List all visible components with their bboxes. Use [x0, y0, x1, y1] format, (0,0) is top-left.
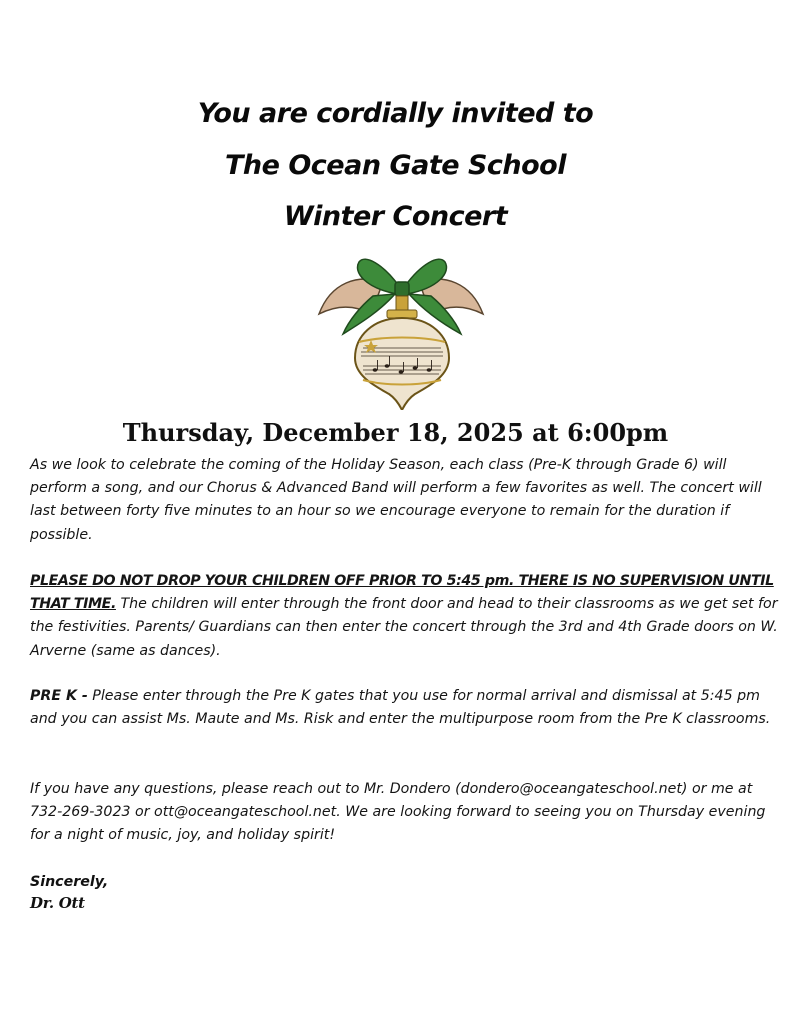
event-date: Thursday, December 18, 2025 at 6:00pm — [122, 418, 669, 447]
paragraph-dropoff — [30, 570, 782, 663]
supervision-warning: PLEASE DO NOT DROP YOUR CHILDREN OFF PRIOR TO 5:45 pm. THERE IS NO SUPERVISION UNTIL THAT TIME. — [30, 573, 774, 613]
prek-label: PRE K - — [30, 688, 88, 704]
invitation-heading-line1: You are cordially invited to — [197, 98, 594, 129]
paragraph-contact: If you have any questions, please reach out to Mr. Dondero (dondero@oceangateschool.net) or me at 732-269-3023 or ott@oceangateschool.net. We are looking forward to seeing you on Thursday evening for a night of music, joy, and holiday spirit! — [30, 781, 766, 844]
paragraph-intro: As we look to celebrate the coming of the Holiday Season, each class (Pre-K through Grade 6) will perform a song, and our Chorus & Advanced Band will perform a few favorites as well. The concert will last between forty five minutes to an hour so we encourage everyone to remain for the duration if possible. — [30, 457, 762, 543]
paragraph-prek — [30, 685, 782, 731]
invitation-heading-event: Winter Concert — [283, 201, 508, 232]
signature: Dr. Ott — [30, 894, 85, 912]
prek-details: Please enter through the Pre K gates that you use for normal arrival and dismissal at 5:45 pm and you can assist Ms. Maute and Ms. Risk and enter the multipurpose room from the Pre K classrooms. — [30, 688, 771, 728]
dropoff-details: The children will enter through the front door and head to their classrooms as we get set for the festivities. Parents/ Guardians can then enter the concert through the 3rd and 4th Grade doors on W. Arverne (same as dances). — [30, 596, 778, 659]
christmas-ornament-icon — [313, 252, 489, 410]
invitation-heading-school: The Ocean Gate School — [225, 150, 566, 181]
closing: Sincerely, — [30, 874, 109, 890]
